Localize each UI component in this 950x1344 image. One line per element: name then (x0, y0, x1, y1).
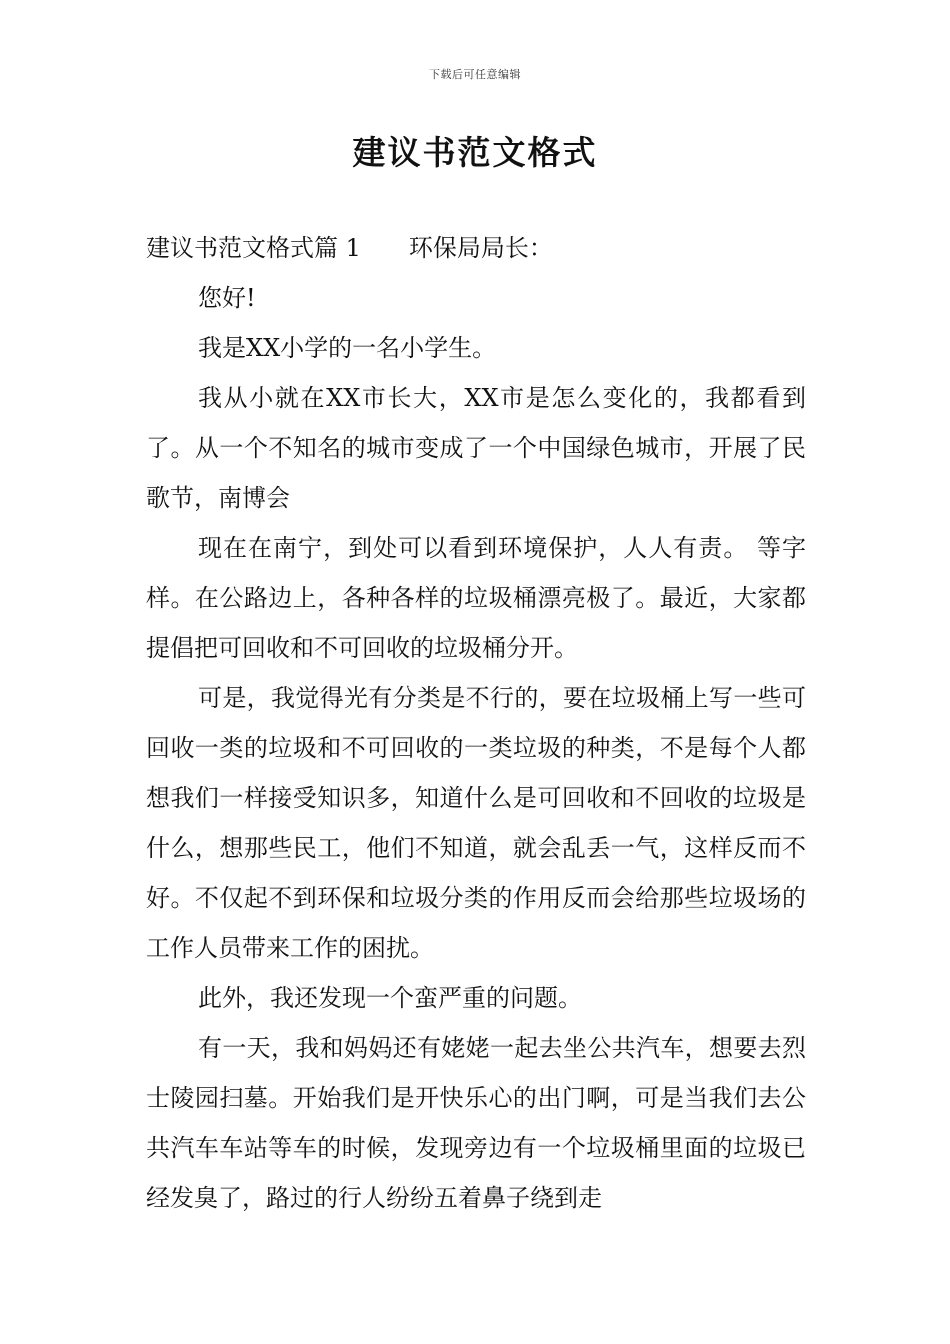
section-heading-line (146, 223, 806, 273)
paragraph-problem: 此外，我还发现一个蛮严重的问题。 (198, 984, 582, 1012)
addressee: 环保局局长： (408, 234, 553, 262)
paragraph-introduction: 我是XX小学的一名小学生。 (198, 334, 497, 362)
page-header-note: 下载后可任意编辑 (429, 68, 521, 81)
document-title: 建议书范文格式 (352, 133, 598, 172)
paragraph-nanning: 现在在南宁，到处可以看到环境保护，人人有责。 等字样。在公路边上，各种各样的垃圾桶漂亮极了。最近，大家都提倡把可回收和不可回收的垃圾桶分开。 (146, 534, 806, 662)
paragraph-greeting: 您好! (198, 284, 256, 312)
paragraph-story: 有一天，我和妈妈还有姥姥一起去坐公共汽车，想要去烈士陵园扫墓。开始我们是开快乐心的出门啊，可是当我们去公共汽车车站等车的时候，发现旁边有一个垃圾桶里面的垃圾已经发臭了，路过的行人纷纷五着鼻子绕到走 (146, 1034, 806, 1212)
section-label: 建议书范文格式篇 1 (146, 234, 361, 262)
document-body (146, 223, 806, 1223)
paragraph-city-change: 我从小就在XX市长大，XX市是怎么变化的，我都看到了。从一个不知名的城市变成了一个中国绿色城市，开展了民歌节，南博会 (146, 384, 806, 512)
paragraph-classification: 可是，我觉得光有分类是不行的，要在垃圾桶上写一些可回收一类的垃圾和不可回收的一类垃圾的种类，不是每个人都想我们一样接受知识多，知道什么是可回收和不回收的垃圾是什么，想那些民工，他们不知道，就会乱丢一气，这样反而不好。不仅起不到环保和垃圾分类的作用反而会给那些垃圾场的工作人员带来工作的困扰。 (146, 684, 806, 962)
